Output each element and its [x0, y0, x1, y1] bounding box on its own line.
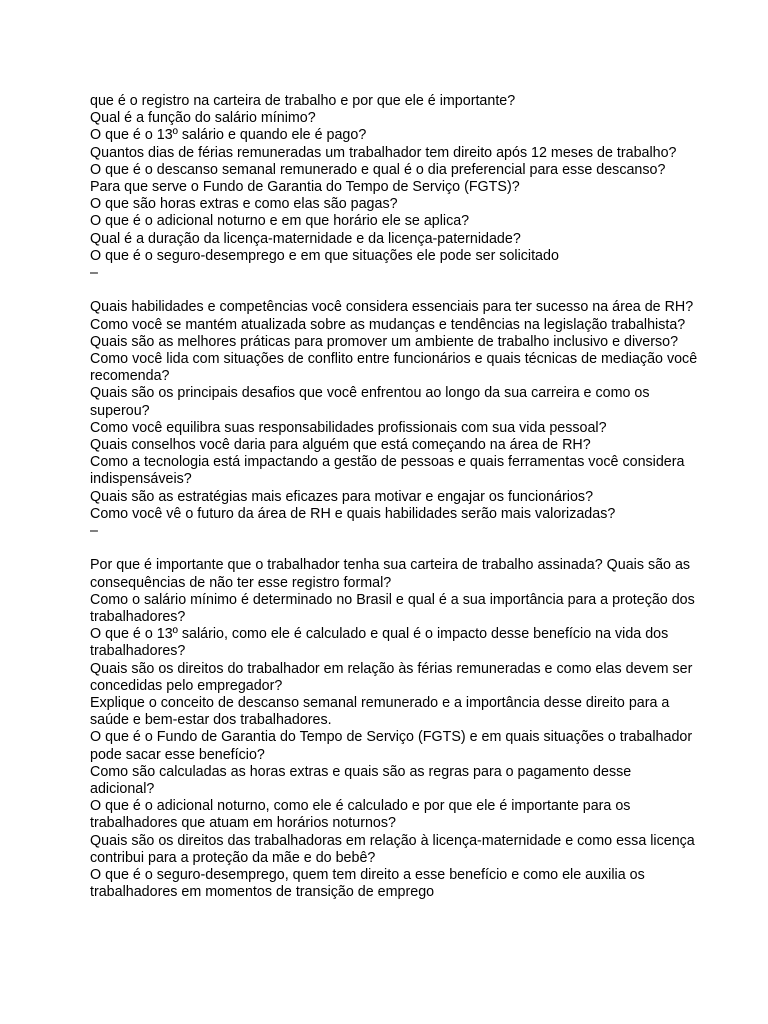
question-line: Para que serve o Fundo de Garantia do Tempo de Serviço (FGTS)? — [90, 179, 520, 196]
question-line: O que é o seguro-desemprego e em que situações ele pode ser solicitado — [90, 247, 559, 264]
question-line: adicional? — [90, 781, 155, 798]
question-line: trabalhadores em momentos de transição de emprego — [90, 884, 435, 901]
question-line: Como a tecnologia está impactando a gestão de pessoas e quais ferramentas você considera — [90, 454, 685, 471]
document-page — [90, 93, 698, 901]
section-separator: – — [90, 265, 98, 282]
question-line: que é o registro na carteira de trabalho e por que ele é importante? — [90, 93, 516, 109]
question-line: Como são calculadas as horas extras e quais são as regras para o pagamento desse — [90, 763, 632, 780]
question-line: superou? — [90, 402, 150, 419]
question-line: Qual é a função do salário mínimo? — [90, 110, 316, 127]
question-line: Explique o conceito de descanso semanal remunerado e a importância desse direito para a — [90, 695, 670, 712]
question-line: Quais são os principais desafios que você enfrentou ao longo da sua carreira e como os — [90, 385, 650, 402]
question-line: O que é o adicional noturno e em que horário ele se aplica? — [90, 213, 470, 230]
question-line: Quais são as estratégias mais eficazes para motivar e engajar os funcionários? — [90, 488, 594, 505]
question-line: pode sacar esse benefício? — [90, 746, 265, 763]
question-line: Como o salário mínimo é determinado no Brasil e qual é a sua importância para a proteção dos — [90, 591, 695, 608]
question-line: indispensáveis? — [90, 471, 192, 488]
question-line: Quais conselhos você daria para alguém que está começando na área de RH? — [90, 437, 591, 454]
question-line: O que é o 13º salário e quando ele é pago? — [90, 127, 367, 144]
question-line: Como você se mantém atualizada sobre as mudanças e tendências na legislação trabalhista? — [90, 316, 686, 333]
blank-line — [90, 540, 690, 557]
question-line: concedidas pelo empregador? — [90, 677, 283, 694]
question-line: O que é o adicional noturno, como ele é calculado e por que ele é importante para os — [90, 798, 631, 815]
question-line: Como você equilibra suas responsabilidades profissionais com sua vida pessoal? — [90, 419, 607, 436]
question-line: recomenda? — [90, 368, 170, 385]
questions-section-labor-basics — [90, 93, 690, 265]
question-line: O que é o Fundo de Garantia do Tempo de Serviço (FGTS) e em quais situações o trabalhador — [90, 729, 693, 746]
question-line: O que é o seguro-desemprego, quem tem direito a esse benefício e como ele auxilia os — [90, 867, 645, 884]
question-line: O que é o descanso semanal remunerado e qual é o dia preferencial para esse descanso? — [90, 161, 666, 178]
question-line: O que é o 13º salário, como ele é calculado e qual é o impacto desse benefício na vida dos — [90, 626, 669, 643]
question-line: Qual é a duração da licença-maternidade e da licença-paternidade? — [90, 230, 521, 247]
question-line: trabalhadores? — [90, 609, 186, 626]
question-line: trabalhadores que atuam em horários noturnos? — [90, 815, 396, 832]
question-line: Quais habilidades e competências você considera essenciais para ter sucesso na área de RH? — [90, 299, 694, 316]
questions-section-labor-rights-detailed — [90, 557, 695, 901]
question-line: trabalhadores? — [90, 643, 186, 660]
question-line: consequências de não ter esse registro formal? — [90, 574, 392, 591]
question-line: O que são horas extras e como elas são pagas? — [90, 196, 398, 213]
question-line: Quais são as melhores práticas para promover um ambiente de trabalho inclusivo e diverso? — [90, 333, 679, 350]
question-line: Quantos dias de férias remuneradas um trabalhador tem direito após 12 meses de trabalho? — [90, 144, 677, 161]
question-line: Quais são os direitos das trabalhadoras em relação à licença-maternidade e como essa licença — [90, 832, 695, 849]
questions-section-hr-career — [90, 299, 698, 523]
question-line: Quais são os direitos do trabalhador em relação às férias remuneradas e como elas devem ser — [90, 660, 693, 677]
question-line: contribui para a proteção da mãe e do bebê? — [90, 849, 376, 866]
question-line: Como você vê o futuro da área de RH e quais habilidades serão mais valorizadas? — [90, 505, 616, 522]
blank-line — [90, 282, 690, 299]
section-separator: – — [90, 523, 98, 540]
question-line: saúde e bem-estar dos trabalhadores. — [90, 712, 332, 729]
question-line: Como você lida com situações de conflito entre funcionários e quais técnicas de mediação você — [90, 351, 698, 368]
question-line: Por que é importante que o trabalhador tenha sua carteira de trabalho assinada? Quais são as — [90, 557, 691, 574]
